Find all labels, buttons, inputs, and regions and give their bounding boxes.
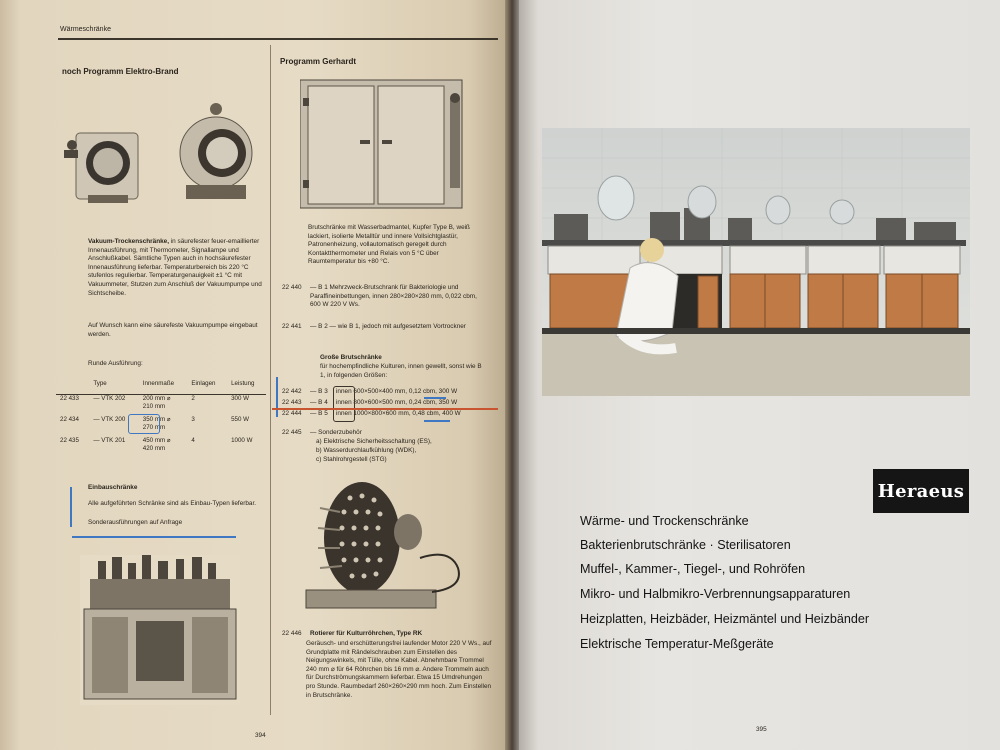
size-spec: innen 1000×800×600 mm, 0,48 cbm, 400 W <box>336 410 461 417</box>
size-number: 22 444 <box>282 410 302 417</box>
product-line: Wärme- und Trockenschränke <box>580 514 749 528</box>
rotier-title: Rotierer für Kulturröhrchen, Type RK <box>310 630 423 637</box>
column-divider <box>270 45 271 715</box>
row-leistung: 300 W <box>231 395 249 402</box>
col-header-dims: Innenmaße <box>142 380 175 387</box>
laboratory-photo <box>542 128 970 396</box>
item-number: 22 440 <box>282 284 302 291</box>
col-header-einlagen: Einlagen <box>191 380 216 387</box>
round-heading: Runde Ausführung: <box>88 360 143 367</box>
rotier-text: Geräusch- und erschütterungsfrei laufender Motor 220 V Ws., auf Grundplatte mit Rändelschrauben zum Einstellen des Neigungswinkels, mit Tülle, ohne Kabel. Abnehmbare Trommel 240 mm ⌀ für 64 Röhrchen bis 16 mm ⌀. Andere Trommeln auch für Durchströmungskammern lieferbar. Etwa 15 Umdrehungen pro Stunde. Raumbedarf 260×260×290 mm hoch. Zum Einstellen in Brutschränke. <box>306 640 492 699</box>
zubehoer-line: — Sonderzubehör <box>310 429 362 436</box>
vacuum-description <box>88 238 268 298</box>
einbau-line-2: Sonderausführungen auf Anfrage <box>88 519 183 526</box>
row-dims: 450 mm ⌀ 420 mm <box>142 437 171 452</box>
row-dims: 350 mm ⌀ 270 mm <box>142 416 171 431</box>
incubator-photo <box>300 78 470 213</box>
row-einlagen: 4 <box>191 437 195 444</box>
vacuum-desc-body: in säurefester feuer-emaillierter Innenausführung, mit Thermometer, Signallampe und Anschlußkabel. Sämtliche Typen auch in hochsäurefester Innenausführung lieferbar. Temperaturbereich bis 220 °C stufenlos regulierbar. Temperaturgenauigkeit ±1 °C mit Vakuummeter, Stutzen zum Anschluß der Vakuumpumpe und Sichtscheibe. <box>88 238 262 297</box>
product-line: Heizplatten, Heizbäder, Heizmäntel und Heizbänder <box>580 612 870 626</box>
size-number: 22 443 <box>282 399 302 406</box>
item-text: — B 2 — wie B 1, jedoch mit aufgesetztem Vortrockner <box>310 323 466 330</box>
grosse-heading: Große Brutschränke <box>320 354 382 361</box>
table-header-row <box>56 380 266 388</box>
pen-blue-underline <box>424 397 446 399</box>
size-type: — B 5 <box>310 410 328 417</box>
incubator-intro: Brutschränke mit Wasserbadmantel, Kupfer Type B, weiß lackiert, isolierte Metalltür und innere Vollsichtglastür, Patronenheizung, vollautomatisch geregelt durch Kontaktthermometer und Relais von 5 °C über Raumtemperatur bis +80 °C. <box>308 224 470 266</box>
row-einlagen: 2 <box>191 395 195 402</box>
row-number: 22 435 <box>60 437 79 444</box>
einbau-line-1: Alle aufgeführten Schränke sind als Einbau-Typen lieferbar. <box>88 500 257 507</box>
vacuum-desc-lead: Vakuum-Trockenschränke, <box>88 238 169 245</box>
pen-red-underline <box>272 408 498 410</box>
size-spec: innen 800×600×500 mm, 0,24 cbm, 350 W <box>336 399 458 406</box>
vacuum-spec-table <box>56 380 266 453</box>
pen-bracket-mark <box>70 487 72 527</box>
page-number-right: 395 <box>756 726 767 733</box>
einbau-heading: Einbauschränke <box>88 484 138 491</box>
rotier-number: 22 446 <box>282 630 302 637</box>
size-type: — B 3 <box>310 388 328 395</box>
col-header-type: Type <box>93 380 107 387</box>
header-rule <box>58 38 498 40</box>
product-line: Elektrische Temperatur-Meßgeräte <box>580 637 774 651</box>
pen-underline-mark <box>72 536 236 538</box>
vacuum-oven-photo-1 <box>64 133 138 203</box>
item-text: — B 1 Mehrzweck-Brutschrank für Bakteriologie und Paraffineinbettungen, innen 280×280×280 mm, 0,022 cbm, 600 W 220 V Ws. <box>310 284 477 309</box>
running-head: Wärmeschränke <box>60 26 111 33</box>
size-spec: innen 600×500×400 mm, 0,12 cbm, 300 W <box>336 388 458 395</box>
product-line: Muffel-, Kammer-, Tiegel-, und Rohröfen <box>580 562 806 576</box>
zubehoer-line: b) Wasserdurchlaufkühlung (WDK), <box>316 447 417 454</box>
product-line: Bakterienbrutschränke · Sterilisatoren <box>580 538 791 552</box>
rotator-photo <box>300 478 465 618</box>
row-type: — VTK 202 <box>93 395 126 402</box>
row-type: — VTK 200 <box>93 416 126 423</box>
size-type: — B 4 <box>310 399 328 406</box>
row-type: — VTK 201 <box>93 437 126 444</box>
size-number: 22 442 <box>282 388 302 395</box>
row-number: 22 434 <box>60 416 79 423</box>
zubehoer-number: 22 445 <box>282 429 302 436</box>
row-number: 22 433 <box>60 395 79 402</box>
table-row <box>56 416 266 432</box>
book-gutter <box>505 0 519 750</box>
zubehoer-line: c) Stahlrohrgestell (STG) <box>316 456 387 463</box>
pump-note: Auf Wunsch kann eine säurefeste Vakuumpumpe eingebaut werden. <box>88 322 258 338</box>
row-leistung: 550 W <box>231 416 249 423</box>
table-row <box>56 395 266 412</box>
page-number-left: 394 <box>255 732 266 739</box>
row-dims: 200 mm ⌀ 210 mm <box>142 395 171 410</box>
product-line: Mikro- und Halbmikro-Verbrennungsapparaturen <box>580 587 851 601</box>
col1-heading: noch Programm Elektro-Brand <box>62 67 179 76</box>
pen-box-mark <box>333 386 355 422</box>
pen-margin-mark <box>276 377 278 417</box>
row-leistung: 1000 W <box>231 437 253 444</box>
heraeus-logo: Heraeus <box>873 469 969 513</box>
row-einlagen: 3 <box>191 416 195 423</box>
pen-blue-underline <box>424 420 450 422</box>
vacuum-oven-photo-2 <box>180 103 252 199</box>
item-number: 22 441 <box>282 323 302 330</box>
vacuum-oven-photos <box>62 95 262 215</box>
pen-circle-mark <box>128 414 160 434</box>
zubehoer-line: a) Elektrische Sicherheitsschaltung (ES), <box>316 438 432 445</box>
col-header-leistung: Leistung <box>231 380 255 387</box>
grosse-text: für hochempfindliche Kulturen, innen gewellt, sonst wie B 1, in folgenden Größen: <box>320 363 482 379</box>
table-row <box>56 437 266 453</box>
built-in-cabinet-photo <box>80 555 240 705</box>
col2-heading: Programm Gerhardt <box>280 57 357 66</box>
